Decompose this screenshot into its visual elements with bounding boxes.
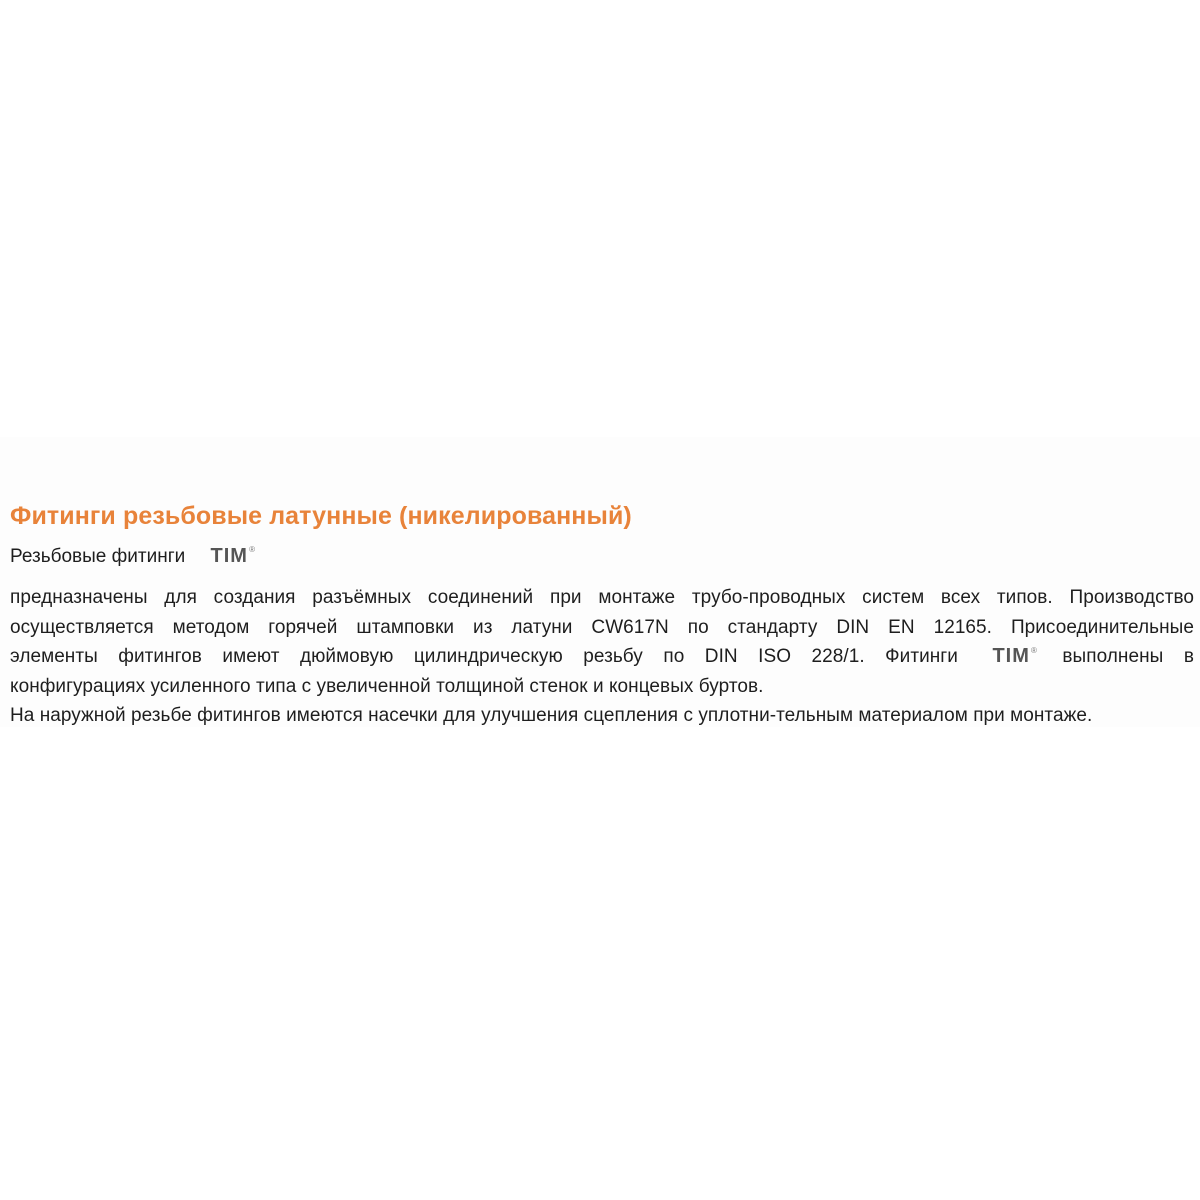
paragraph-line-3-end: выполнены в — [1062, 646, 1194, 667]
paragraph-line-5: На наружной резьбе фитингов имеются насечки для улучшения сцепления с уплотни-тельным материалом при монтаже. — [10, 705, 1093, 726]
inline-brand-logo-text: TIM — [992, 645, 1030, 667]
paragraph-line-4: конфигурациях усиленного типа с увеличенной толщиной стенок и концевых буртов. — [10, 675, 764, 697]
paragraph-line-3-start: элементы фитингов имеют дюймовую цилиндрическую резьбу по DIN ISO 228/1. Фитинги — [10, 646, 958, 667]
brand-logo — [210, 542, 256, 570]
subtitle-text: Резьбовые фитинги — [10, 546, 186, 567]
inline-brand-logo — [992, 642, 1038, 672]
subtitle-line — [10, 542, 1194, 571]
page-title: Фитинги резьбовые латунные (никелированный) — [10, 502, 632, 530]
paragraph-line-3 — [10, 642, 1194, 672]
description-paragraph — [10, 583, 1194, 731]
paragraph-line-1: предназначены для создания разъёмных соединений при монтаже трубо-проводных систем всех типов. Производство — [10, 587, 1194, 608]
registered-mark: ® — [249, 545, 256, 554]
paragraph-line-2: осуществляется методом горячей штамповки из латуни CW617N по стандарту DIN EN 12165. Присоединительные — [10, 616, 1194, 638]
brand-logo-text: TIM — [210, 545, 248, 567]
product-description — [10, 496, 1194, 731]
inline-registered-mark: ® — [1030, 646, 1038, 655]
